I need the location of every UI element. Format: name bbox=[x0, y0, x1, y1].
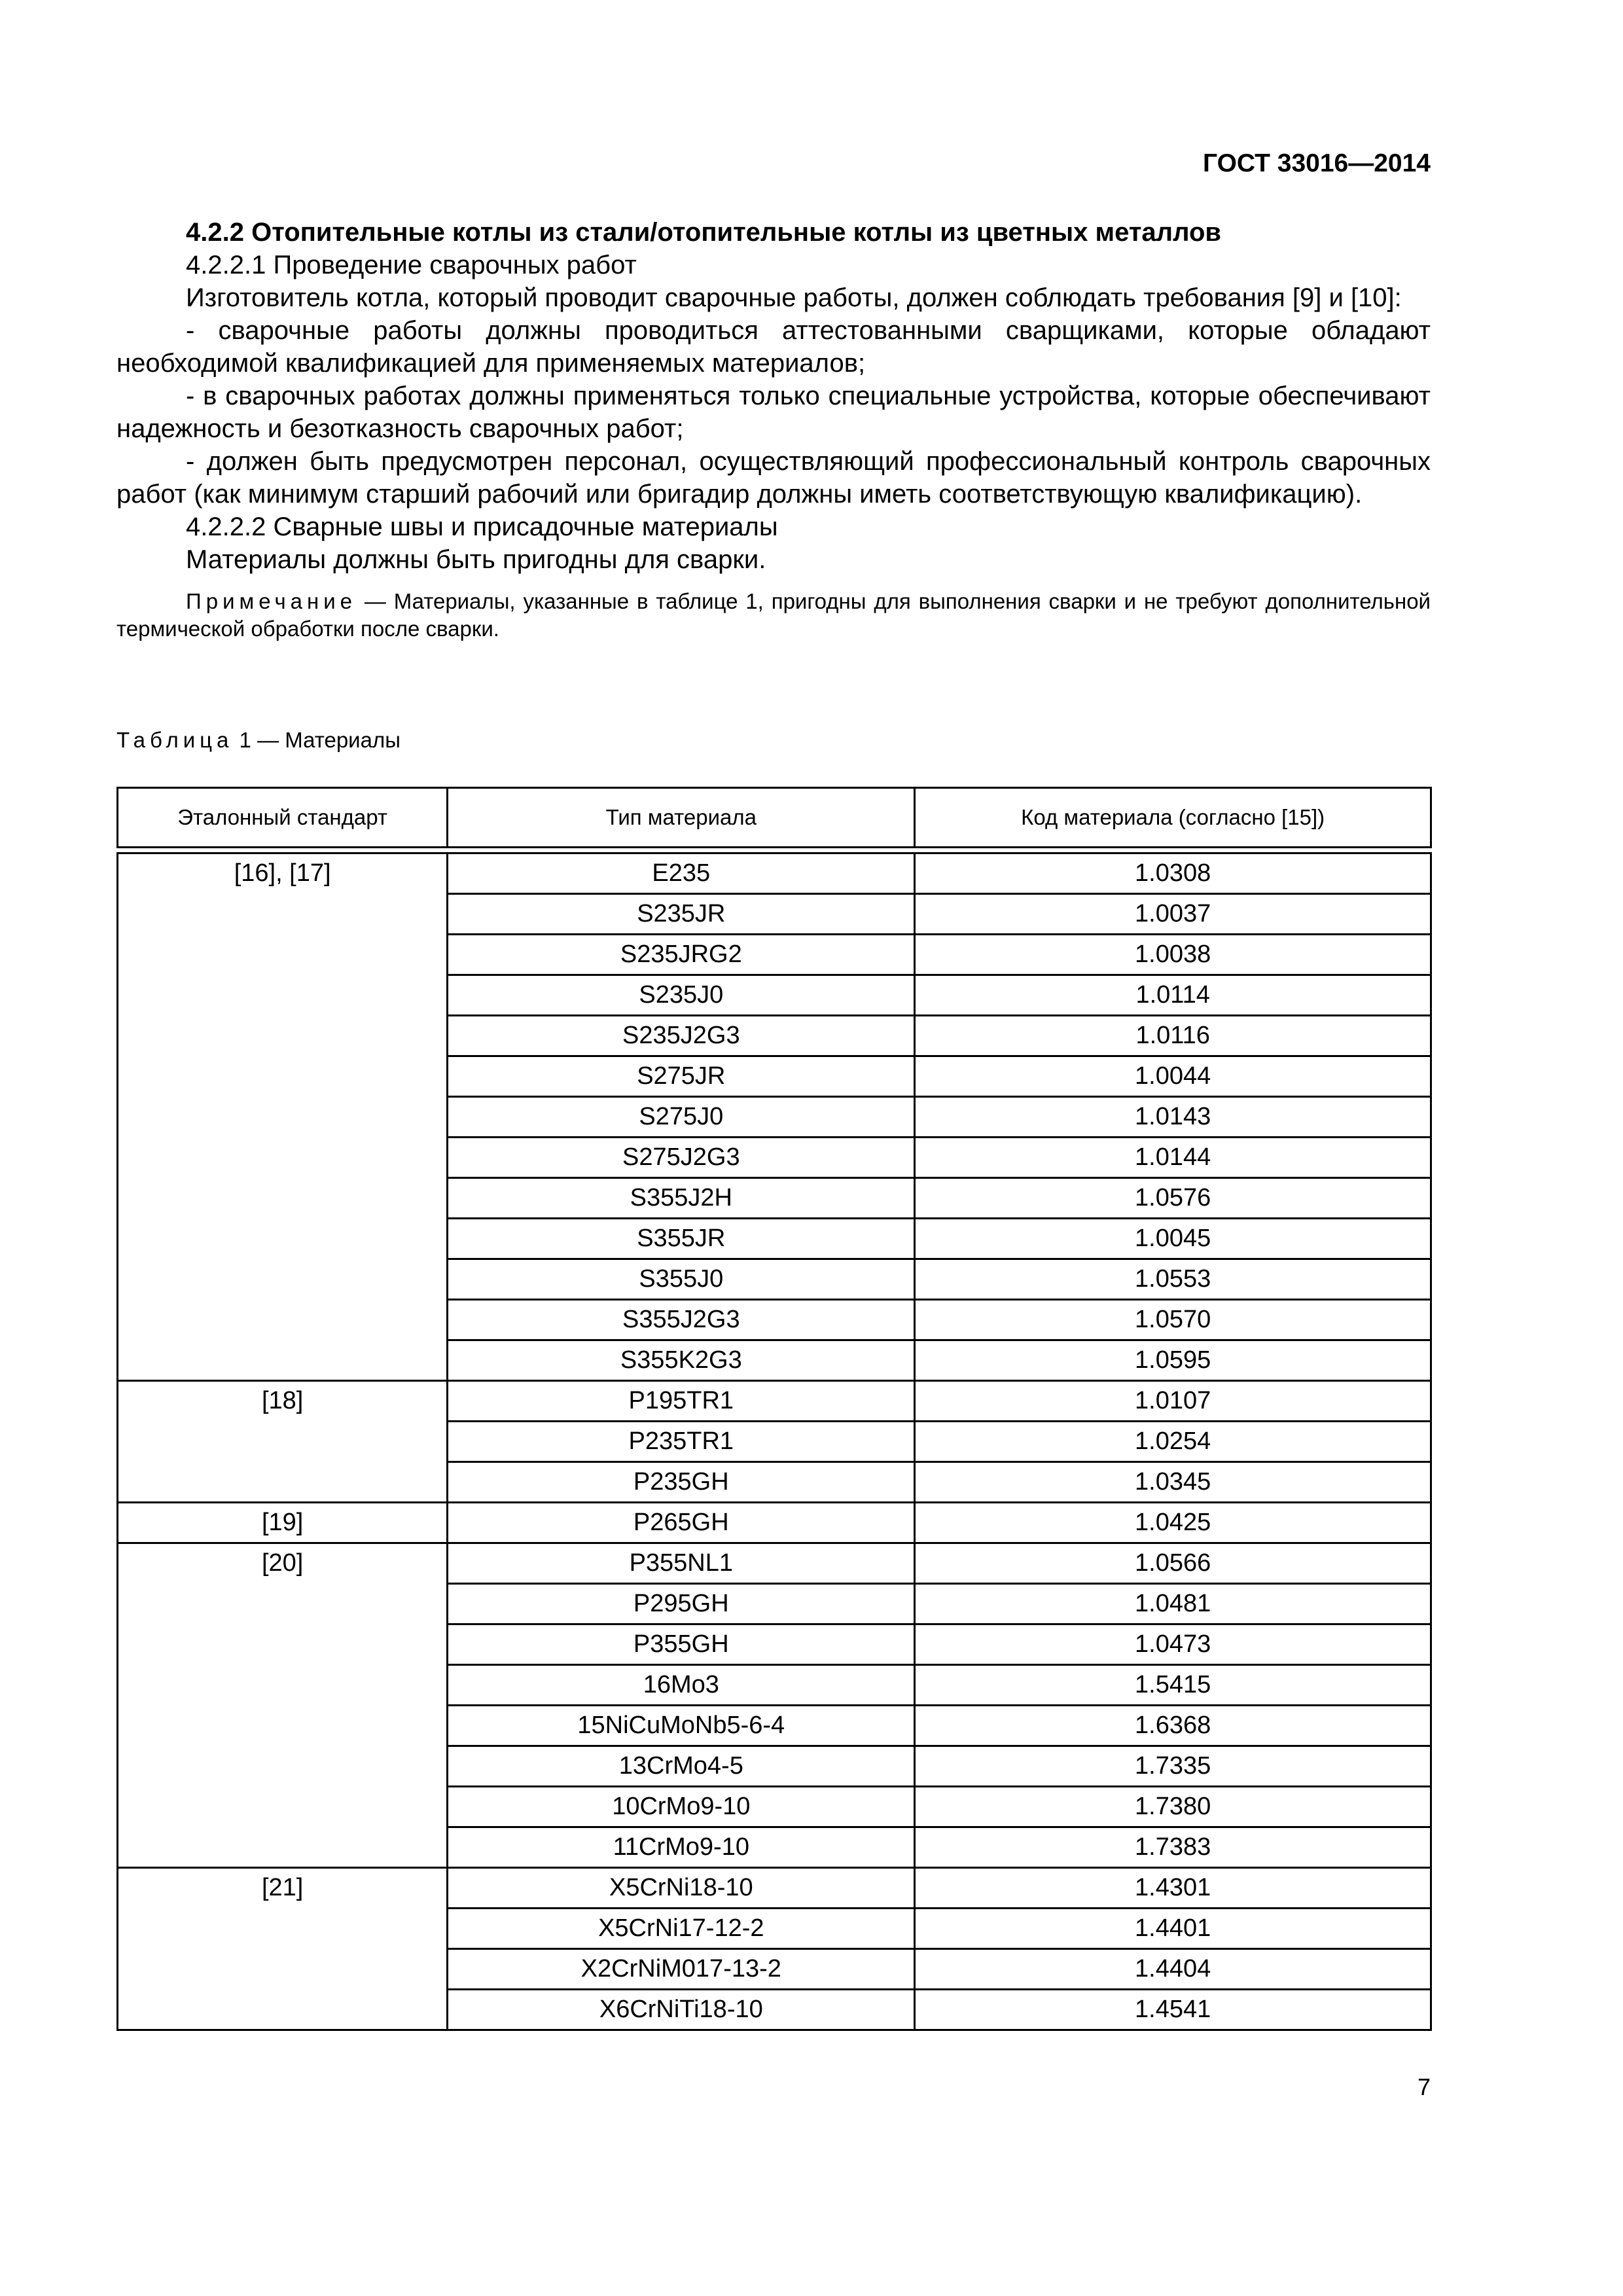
cell-material-type: P195TR1 bbox=[448, 1381, 915, 1422]
cell-material-type: S235J0 bbox=[448, 975, 915, 1016]
cell-material-code: 1.0566 bbox=[915, 1543, 1431, 1584]
cell-material-code: 1.0143 bbox=[915, 1097, 1431, 1138]
cell-material-code: 1.0144 bbox=[915, 1138, 1431, 1178]
cell-material-type: P265GH bbox=[448, 1503, 915, 1543]
table-gap-row bbox=[118, 848, 1431, 853]
cell-material-type: S275JR bbox=[448, 1056, 915, 1097]
cell-material-type: 10CrMo9-10 bbox=[448, 1787, 915, 1827]
cell-material-code: 1.0038 bbox=[915, 935, 1431, 975]
cell-material-code: 1.0044 bbox=[915, 1056, 1431, 1097]
cell-material-type: E235 bbox=[448, 853, 915, 894]
table-row bbox=[118, 1503, 1431, 1543]
cell-material-type: P355NL1 bbox=[448, 1543, 915, 1584]
cell-material-code: 1.0254 bbox=[915, 1422, 1431, 1462]
cell-standard: [20] bbox=[118, 1543, 448, 1868]
cell-material-type: S355JR bbox=[448, 1219, 915, 1259]
cell-material-type: S355K2G3 bbox=[448, 1340, 915, 1381]
cell-material-code: 1.7380 bbox=[915, 1787, 1431, 1827]
cell-material-code: 1.0570 bbox=[915, 1300, 1431, 1340]
materials-table bbox=[116, 787, 1432, 2031]
cell-material-code: 1.0576 bbox=[915, 1178, 1431, 1219]
cell-material-code: 1.7383 bbox=[915, 1827, 1431, 1868]
cell-material-type: P235TR1 bbox=[448, 1422, 915, 1462]
cell-material-type: S355J2H bbox=[448, 1178, 915, 1219]
cell-material-code: 1.0345 bbox=[915, 1462, 1431, 1503]
document-body bbox=[116, 216, 1431, 664]
table-caption bbox=[116, 728, 401, 753]
cell-material-type: 16Mo3 bbox=[448, 1665, 915, 1706]
cell-material-code: 1.4301 bbox=[915, 1868, 1431, 1909]
note-text: — Материалы, указанные в таблице 1, пригодны для выполнения сварки и не требуют дополнительной термической обработки после сварки. bbox=[116, 589, 1431, 641]
cell-standard: [18] bbox=[118, 1381, 448, 1503]
cell-material-code: 1.0553 bbox=[915, 1259, 1431, 1300]
cell-material-code: 1.0308 bbox=[915, 853, 1431, 894]
document-code: ГОСТ 33016—2014 bbox=[1203, 149, 1431, 177]
cell-material-type: 15NiCuMoNb5-6-4 bbox=[448, 1706, 915, 1746]
cell-material-type: X2CrNiM017-13-2 bbox=[448, 1949, 915, 1990]
cell-material-type: P355GH bbox=[448, 1624, 915, 1665]
cell-material-code: 1.0037 bbox=[915, 894, 1431, 935]
cell-material-code: 1.0425 bbox=[915, 1503, 1431, 1543]
cell-material-type: X5CrNi18-10 bbox=[448, 1868, 915, 1909]
cell-material-type: S355J2G3 bbox=[448, 1300, 915, 1340]
note bbox=[116, 588, 1431, 643]
header-material-type: Тип материала bbox=[448, 788, 915, 848]
note-label: Примечание bbox=[186, 589, 357, 613]
table-row bbox=[118, 1381, 1431, 1422]
cell-material-code: 1.0481 bbox=[915, 1584, 1431, 1624]
cell-material-type: P235GH bbox=[448, 1462, 915, 1503]
table-header-row bbox=[118, 788, 1431, 848]
cell-material-code: 1.5415 bbox=[915, 1665, 1431, 1706]
cell-material-code: 1.4541 bbox=[915, 1990, 1431, 2030]
cell-material-code: 1.4404 bbox=[915, 1949, 1431, 1990]
cell-material-type: X6CrNiTi18-10 bbox=[448, 1990, 915, 2030]
table-row bbox=[118, 1543, 1431, 1584]
header-standard: Эталонный стандарт bbox=[118, 788, 448, 848]
table-row bbox=[118, 853, 1431, 894]
cell-material-type: 13CrMo4-5 bbox=[448, 1746, 915, 1787]
table-caption-text: 1 — Материалы bbox=[233, 728, 401, 752]
table-body bbox=[118, 848, 1431, 2030]
cell-material-code: 1.0473 bbox=[915, 1624, 1431, 1665]
list-item: - в сварочных работах должны применяться только специальные устройства, которые обеспечивают надежность и безотказность сварочных работ; bbox=[116, 382, 1431, 443]
cell-material-type: P295GH bbox=[448, 1584, 915, 1624]
list-item: - сварочные работы должны проводиться аттестованными сварщиками, которые обладают необходимой квалификацией для применяемых материалов; bbox=[116, 316, 1431, 378]
cell-standard: [21] bbox=[118, 1868, 448, 2030]
cell-material-code: 1.0116 bbox=[915, 1016, 1431, 1056]
cell-material-type: S235JRG2 bbox=[448, 935, 915, 975]
list-item: - должен быть предусмотрен персонал, осуществляющий профессиональный контроль сварочных работ (как минимум старший рабочий или бригадир должны иметь соответствующую квалификацию). bbox=[116, 447, 1431, 509]
paragraph: Материалы должны быть пригодны для сварки. bbox=[186, 545, 766, 574]
cell-material-code: 1.4401 bbox=[915, 1909, 1431, 1949]
cell-standard: [16], [17] bbox=[118, 853, 448, 1381]
table-caption-label: Таблица bbox=[116, 728, 234, 752]
cell-material-code: 1.0595 bbox=[915, 1340, 1431, 1381]
section-heading: 4.2.2 Отопительные котлы из стали/отопительные котлы из цветных металлов bbox=[186, 218, 1221, 247]
paragraph: Изготовитель котла, который проводит сварочные работы, должен соблюдать требования [9] и [10]: bbox=[186, 283, 1402, 312]
gap-cell bbox=[118, 848, 1431, 853]
cell-material-type: S235JR bbox=[448, 894, 915, 935]
cell-standard: [19] bbox=[118, 1503, 448, 1543]
cell-material-code: 1.0114 bbox=[915, 975, 1431, 1016]
cell-material-type: X5CrNi17-12-2 bbox=[448, 1909, 915, 1949]
header-material-code: Код материала (согласно [15]) bbox=[915, 788, 1431, 848]
subsection-heading: 4.2.2.1 Проведение сварочных работ bbox=[186, 251, 637, 279]
cell-material-code: 1.0045 bbox=[915, 1219, 1431, 1259]
cell-material-type: S275J2G3 bbox=[448, 1138, 915, 1178]
cell-material-type: S235J2G3 bbox=[448, 1016, 915, 1056]
cell-material-type: 11CrMo9-10 bbox=[448, 1827, 915, 1868]
cell-material-code: 1.7335 bbox=[915, 1746, 1431, 1787]
cell-material-type: S355J0 bbox=[448, 1259, 915, 1300]
cell-material-type: S275J0 bbox=[448, 1097, 915, 1138]
cell-material-code: 1.0107 bbox=[915, 1381, 1431, 1422]
page-number: 7 bbox=[1417, 2073, 1431, 2100]
cell-material-code: 1.6368 bbox=[915, 1706, 1431, 1746]
subsection-heading: 4.2.2.2 Сварные швы и присадочные материалы bbox=[186, 512, 778, 541]
table-row bbox=[118, 1868, 1431, 1909]
